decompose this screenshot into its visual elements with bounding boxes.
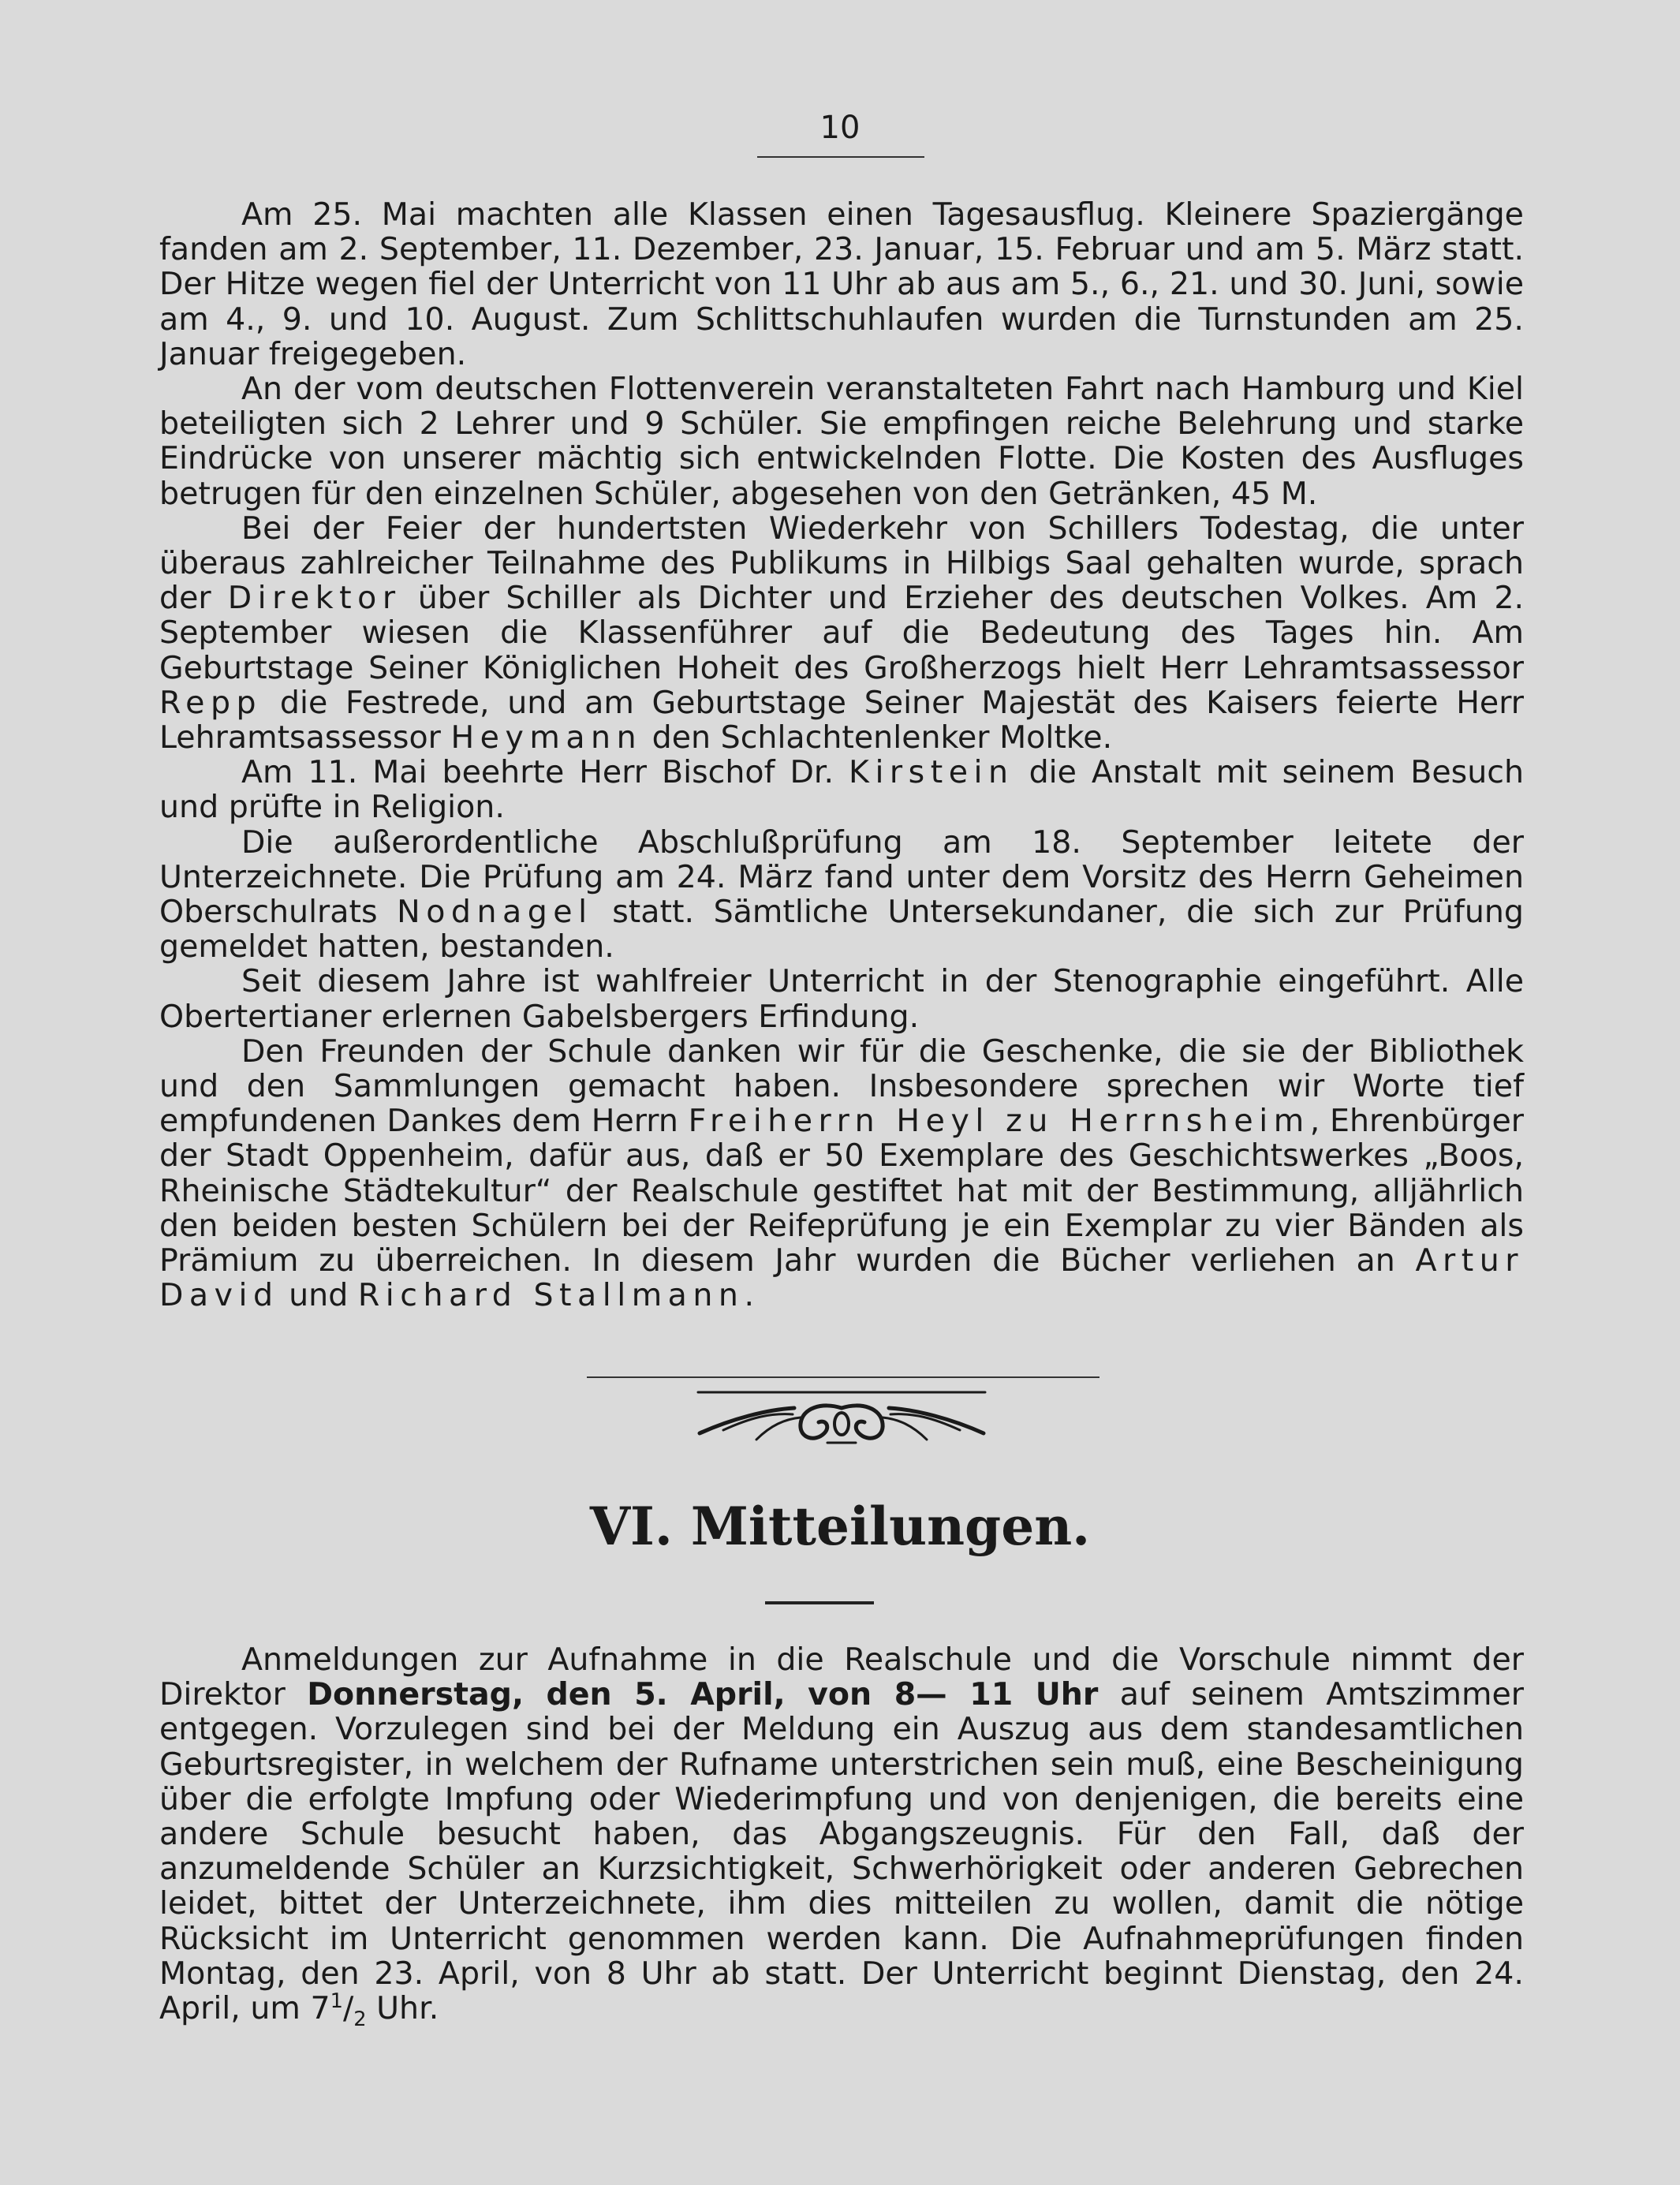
paragraph-flottenverein: An der vom deutschen Flottenverein veranstalteten Fahrt nach Hamburg und Kiel beteiligten sich 2 Lehrer und 9 Schüler. Sie empfingen reiche Belehrung und starke Eindrücke von unserer mächtig sich entwickelnden Flotte. Die Kosten des Ausfluges betrugen für den einzelnen Schüler, abgesehen von den Getränken, 45 M. bbox=[159, 371, 1524, 512]
text-run: den Schlachtenlenker Moltke. bbox=[651, 719, 1113, 756]
fraction-numerator: 1 bbox=[330, 1989, 343, 2013]
mitteilungen-text bbox=[159, 1642, 1524, 2031]
text-run: die Festrede, und am Geburtstage Seiner Majestät des Kaisers feierte Herr Lehramtsassessor bbox=[159, 684, 1524, 756]
text-run: Die außerordentliche Abschlußprüfung am 18. September leitete der Unterzeichnete. Die Prüfung am 24. März fand unter dem Vorsitz des Herrn Geheimen Oberschulrats bbox=[159, 824, 1524, 931]
paragraph-anmeldungen bbox=[159, 1642, 1524, 2031]
text-run: Anmeldungen zur Aufnahme in die Realschule und die Vorschule nimmt der Direktor bbox=[159, 1642, 1524, 1713]
spaced-name-repp: Repp bbox=[159, 684, 263, 721]
text-run: . bbox=[744, 1277, 755, 1314]
registration-date: Donnerstag, den 5. April, von 8— 11 Uhr bbox=[307, 1676, 1099, 1713]
spaced-name-direktor: Direktor bbox=[227, 580, 401, 617]
page-number-rule bbox=[757, 156, 924, 158]
paragraph-excursions: Am 25. Mai machten alle Klassen einen Tagesausflug. Kleinere Spaziergänge fanden am 2. September, 11. Dezember, 23. Januar, 15. Februar und am 5. März statt. Der Hitze wegen fiel der Unterricht von 11 Uhr ab aus am 5., 6., 21. und 30. Juni, sowie am 4., 9. und 10. August. Zum Schlittschuhlaufen wurden die Turnstunden am 25. Januar freigegeben. bbox=[159, 196, 1524, 372]
text-run: statt. Sämtliche Untersekundaner, die sich zur Prüfung gemeldet hatten, bestanden. bbox=[159, 894, 1524, 966]
paragraph-bischof bbox=[159, 755, 1524, 824]
text-run: Am 11. Mai beehrte Herr Bischof Dr. bbox=[241, 754, 834, 791]
section-divider-rule bbox=[587, 1376, 1099, 1378]
spaced-name-heyl: Freiherrn Heyl zu Herrnsheim bbox=[688, 1103, 1310, 1140]
text-run: Bei der Feier der hundertsten Wiederkehr von Schillers Todestag, die unter überaus zahlreicher Teilnahme des Publikums in Hilbigs Saal gehalten wurde, sprach der bbox=[159, 510, 1524, 617]
title-underline bbox=[765, 1601, 874, 1604]
text-run: Den Freunden der Schule danken wir für die Geschenke, die sie der Bibliothek und den Sammlungen gemacht haben. Insbesondere sprechen wir Worte tief empfundenen Dankes dem Herrn bbox=[159, 1033, 1524, 1140]
text-run: und bbox=[289, 1277, 349, 1314]
fraction-denominator: 2 bbox=[353, 2007, 367, 2031]
paragraph-schiller bbox=[159, 511, 1524, 755]
text-run: Uhr. bbox=[376, 1990, 439, 2027]
spaced-name-heymann: Heymann bbox=[450, 719, 643, 756]
text-run: auf seinem Amtszimmer entgegen. Vorzulegen sind bei der Meldung ein Auszug aus dem standesamtlichen Geburtsregister, in welchem der Rufname unterstrichen sein muß, eine Bescheinigung über die erfolgte Impfung oder Wiederimpfung und von denjenigen, die bereits eine andere Schule besucht haben, das Abgangszeugnis. Für den Fall, daß der anzumeldende Schüler an Kurzsichtigkeit, Schwerhörigkeit oder anderen Gebrechen leidet, bittet der Unterzeichnete, ihm dies mitteilen zu wollen, damit die nötige Rücksicht im Unterricht genommen werden kann. Die Aufnahmeprüfungen finden Montag, den 23. April, von 8 Uhr ab statt. Der Unterricht beginnt Dienstag, den 24. April, um 7 bbox=[159, 1676, 1524, 2027]
text-run: die Anstalt mit seinem Besuch und prüfte in Religion. bbox=[159, 754, 1524, 826]
text-run: , Ehrenbürger der Stadt Oppenheim, dafür aus, daß er 50 Exemplare des Geschichtswerkes „Boos, Rheinische Städtekultur“ der Realschule gestiftet hat mit der Bestimmung, alljährlich den beiden besten Schülern bei der Reifeprüfung je ein Exemplar zu vier Bänden als Prämium zu überreichen. In diesem Jahr wurden die Bücher verliehen an bbox=[159, 1103, 1524, 1279]
text-run: über Schiller als Dichter und Erzieher des deutschen Volkes. Am 2. September wiesen die Klassenführer auf die Bedeutung des Tages hin. Am Geburtstage Seiner Königlichen Hoheit des Großherzogs hielt Herr Lehramtsassessor bbox=[159, 580, 1525, 686]
spaced-name-artur-david: Artur David bbox=[159, 1242, 1524, 1314]
section-title: VI. Mitteilungen. bbox=[589, 1496, 1091, 1557]
paragraph-stenographie: Seit diesem Jahre ist wahlfreier Unterricht in der Stenographie eingeführt. Alle Obertertianer erlernen Gabelsbergers Erfindung. bbox=[159, 963, 1524, 1035]
fraction-slash: / bbox=[342, 1990, 354, 2027]
spaced-name-richard-stallmann: Richard Stallmann bbox=[357, 1277, 745, 1314]
spaced-name-nodnagel: Nodnagel bbox=[397, 894, 593, 931]
chronicle-text bbox=[159, 197, 1524, 1313]
scroll-ornament-icon bbox=[692, 1384, 991, 1455]
paragraph-pruefung bbox=[159, 825, 1524, 965]
spaced-name-kirstein: Kirstein bbox=[849, 754, 1014, 791]
paragraph-geschenke bbox=[159, 1034, 1524, 1313]
page-number: 10 bbox=[819, 110, 861, 146]
